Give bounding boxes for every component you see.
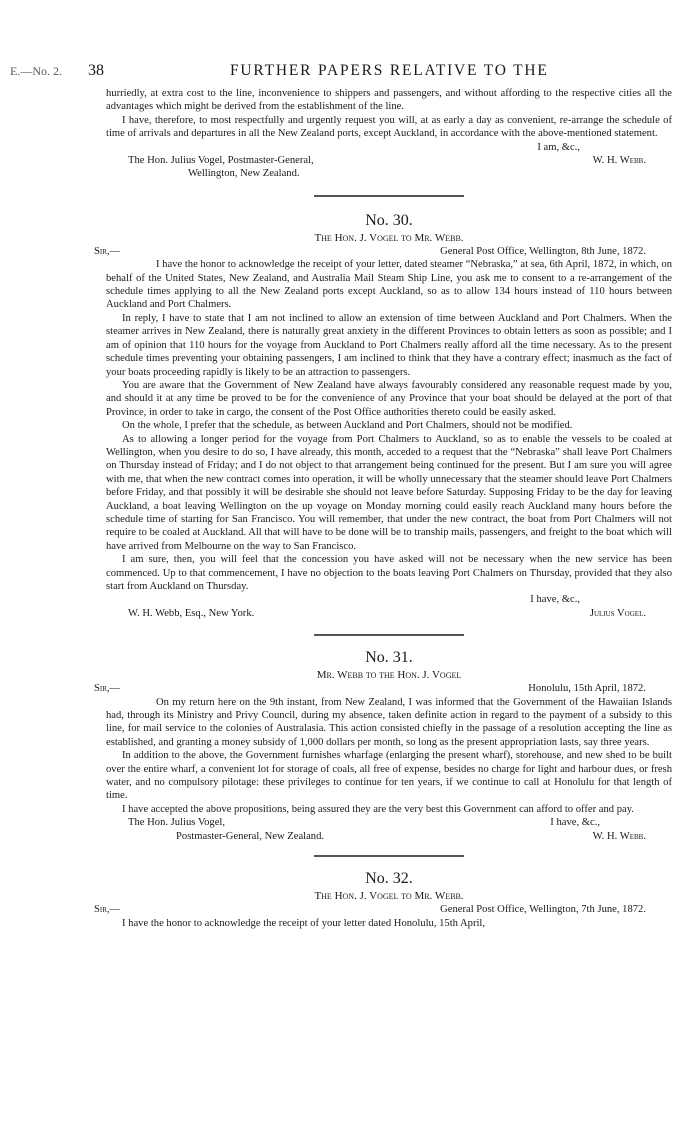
letter-title: Mr. Webb to the Hon. J. Vogel — [316, 669, 462, 682]
paragraph: I have the honor to acknowledge the receipt of your letter, dated steamer “Nebraska,” at sea, 6th April, 1872, in which, on behalf of the United States, New Zealand, and Australia Mail Steam Ship Line, you ask me to consent to a re-arrangement of the schedule times applying to all the New Zealand ports except Auckland, so as to allow 134 hours instead of 110 hours between Auckland and Port Chalmers. — [106, 259, 672, 311]
paragraph: I am sure, then, you will feel that the concession you have asked will not be necessary when the new service has been commenced. Up to that commencement, I have no objection to the boats leaving Port Chalmers on Thursday, provided that they also start from Auckland on Thursday. — [106, 554, 672, 592]
letter-number: No. 30. — [365, 211, 413, 229]
letter-30 — [94, 211, 672, 620]
letter-32 — [94, 869, 672, 930]
salutation: Sir,— — [94, 245, 121, 257]
paragraph: I have accepted the above propositions, being assured they are the very best this Government can afford to offer and pay. — [122, 803, 634, 815]
paragraph: As to allowing a longer period for the voyage from Port Chalmers to Auckland, so as to enable the vessels to be coaled at Wellington, when you desire to do so, I have already, this month, acceded to a request that the “Nebraska” shall leave Port Chalmers on Thursday instead of Friday; and I do not object to that arrangement being continued for the present. But I am sure you will agree with me, that when the new contract comes into operation, it will be wholly unnecessary that the steamer should leave Port Chalmers before Friday, and that possibly it will be desirable she should not leave before Saturday. Supposing Friday to be the day for leaving Auckland, a boat leaving Wellington on the up voyage on Monday morning could easily reach Auckland many hours before the schedule time of starting for San Francisco. You will remember, that under the new contract, the boat from Port Chalmers will not require to be coaled at Auckland. All that will have to be done will be to tranship mails, passengers, and freight to the boat which will have arrived from Melbourne on the way to San Francisco. — [106, 433, 672, 552]
salutation: Sir,— — [94, 683, 121, 695]
signature: W. H. Webb. — [592, 830, 646, 842]
letter-title: The Hon. J. Vogel to Mr. Webb. — [314, 231, 464, 244]
place-date: General Post Office, Wellington, 8th June, 1872. — [440, 245, 646, 257]
addressee-line: W. H. Webb, Esq., New York. — [128, 607, 255, 619]
paragraph: I have, therefore, to most respectfully and urgently request you will, at as early a day as convenient, re-arrange the schedule of time of arrivals and departures in all the New Zealand ports, except Auckland, in accordance with the above-mentioned statement. — [106, 114, 672, 140]
salutation: Sir,— — [94, 904, 121, 916]
letter-31 — [94, 648, 672, 843]
addressee-line: Postmaster-General, New Zealand. — [176, 830, 325, 842]
document-reference: E.—No. 2. — [10, 64, 62, 78]
place-date: General Post Office, Wellington, 7th June, 1872. — [440, 904, 646, 916]
signature: W. H. Webb. — [592, 155, 646, 167]
running-title: FURTHER PAPERS RELATIVE TO THE — [230, 62, 549, 79]
paragraph: You are aware that the Government of New Zealand have always favourably considered any reasonable request made by you, and should it at any time be proved to be for the convenience of any Province that your boat should be delayed at the port of that Province, in order to take in cargo, the consent of the Post Office authorities thereto could be easily asked. — [106, 379, 672, 418]
page-number: 38 — [88, 62, 104, 79]
letter-number: No. 32. — [365, 870, 413, 888]
paragraph: I have the honor to acknowledge the receipt of your letter dated Honolulu, 15th April, — [122, 917, 486, 929]
page-header — [0, 62, 700, 82]
letter-title: The Hon. J. Vogel to Mr. Webb. — [314, 890, 464, 903]
paragraph: In reply, I have to state that I am not inclined to allow an extension of time between Auckland and Port Chalmers. When the steamer arrives in New Zealand, there is naturally great anxiety in the different Provinces to obtain letters as soon as possible; and I am of opinion that 110 hours for the voyage from Auckland to Port Chalmers really afford all the time necessary. As to the present schedule times preventing your obtaining passengers, I am inclined to think that they have a contrary effect; inasmuch as the fact of your boats proceeding rapidly is likely to be an attraction to passengers. — [106, 312, 672, 378]
closing: I have, &c., — [530, 594, 580, 606]
addressee-line: The Hon. Julius Vogel, — [128, 817, 226, 829]
paragraph: On the whole, I prefer that the schedule, as between Auckland and Port Chalmers, should not be modified. — [122, 420, 573, 432]
letter-number: No. 31. — [365, 649, 413, 667]
paragraph: In addition to the above, the Government furnishes wharfage (enlarging the present wharf), storehouse, and new shed to be built over the entire wharf, a convenient lot for storage of coals, all free of expense, besides no charge for light and harbour dues, or fresh water, and no compulsory pilotage: these privileges to continue for ten years, if we continue to call at Honolulu for that length of time. — [106, 750, 672, 802]
addressee-line: Wellington, New Zealand. — [188, 168, 300, 180]
page-content — [94, 87, 672, 930]
letter-continuation — [106, 87, 672, 181]
addressee-line: The Hon. Julius Vogel, Postmaster-General, — [128, 155, 314, 167]
closing: I have, &c., — [550, 817, 600, 829]
place-date: Honolulu, 15th April, 1872. — [528, 683, 646, 695]
paragraph: hurriedly, at extra cost to the line, inconvenience to shippers and passengers, and without affording to the respective cities all the advantages which might be derived from the establishment of the line. — [106, 88, 672, 113]
signature: Julius Vogel. — [589, 607, 646, 619]
closing: I am, &c., — [537, 141, 580, 153]
paragraph: On my return here on the 9th instant, from New Zealand, I was informed that the Government of the Hawaiian Islands had, through its Ministry and Privy Council, during my absence, taken definite action in regard to the payment of a subsidy to this line, for mail service to the colonies of Australasia. This action consisted chiefly in the passage of a resolution accepting the line as established, and granting a money subsidy of 1,000 dollars per month, so long as the present appropriation lasts, say three years. — [106, 696, 672, 748]
